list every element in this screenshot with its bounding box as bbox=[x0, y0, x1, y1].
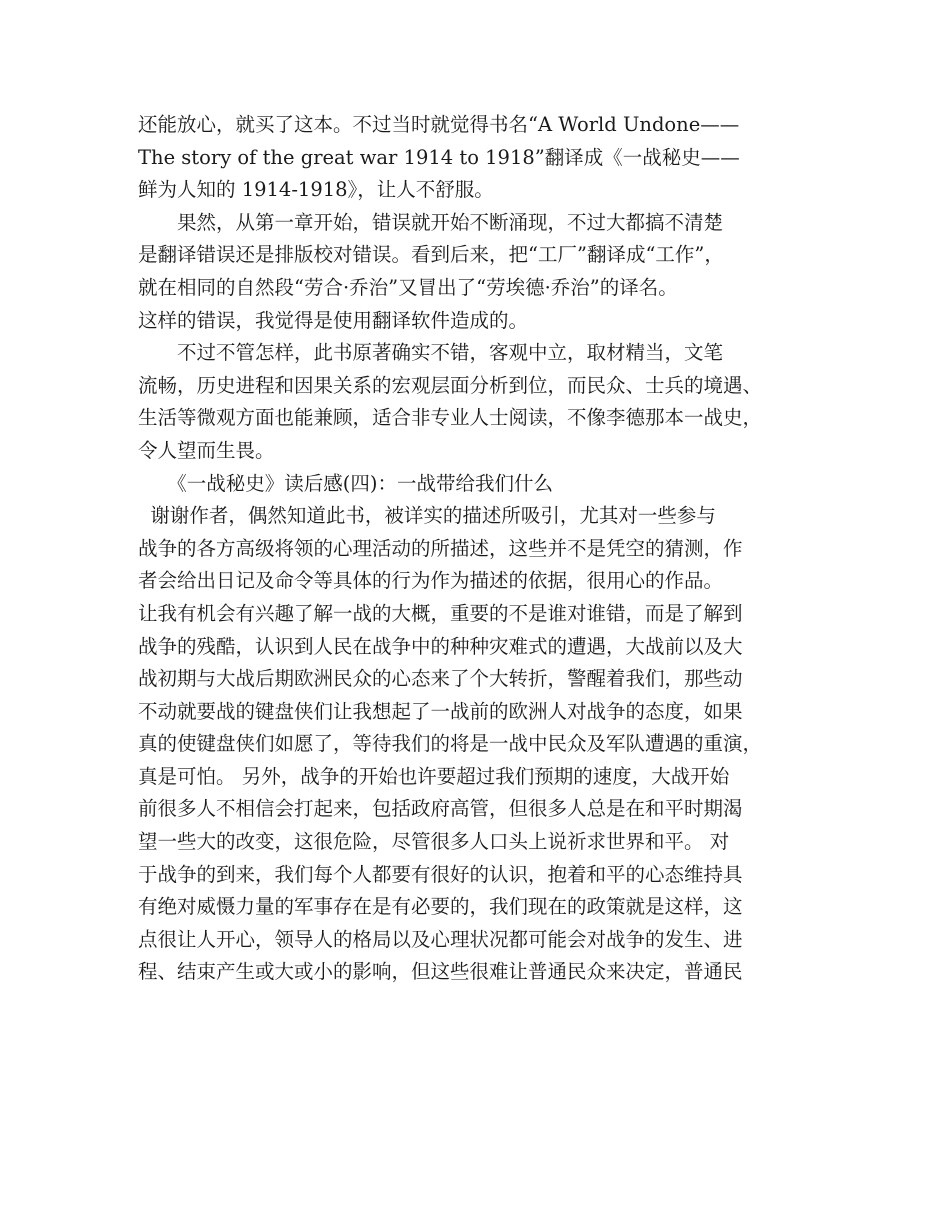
text-line: 有绝对威慑力量的军事存在是有必要的，我们现在的政策就是这样，这 bbox=[138, 895, 743, 919]
text-line: 真是可怕。 另外，战争的开始也许要超过我们预期的速度，大战开始 bbox=[138, 764, 730, 788]
text-line: 程、结束产生或大或小的影响，但这些很难让普通民众来决定，普通民 bbox=[138, 960, 743, 984]
text-line: 让我有机会有兴趣了解一战的大概，重要的不是谁对谁错，而是了解到 bbox=[138, 601, 743, 625]
text-line: 鲜为人知的 1914-1918》，让人不舒服。 bbox=[138, 178, 494, 202]
text-line: 战争的残酷，认识到人民在战争中的种种灾难式的遭遇，大战前以及大 bbox=[138, 634, 743, 658]
text-line: 是翻译错误还是排版校对错误。看到后来，把“工厂”翻译成“工作”， bbox=[138, 243, 724, 267]
text-line: 令人望而生畏。 bbox=[138, 438, 275, 462]
text-line: 战初期与大战后期欧洲民众的心态来了个大转折，警醒着我们，那些动 bbox=[138, 667, 743, 691]
text-line: 点很让人开心，领导人的格局以及心理状况都可能会对战争的发生、进 bbox=[138, 927, 743, 951]
section-heading: 《一战秘史》读后感(四)：一战带给我们什么 bbox=[138, 471, 553, 495]
text-line: 前很多人不相信会打起来，包括政府高管，但很多人总是在和平时期渴 bbox=[138, 797, 743, 821]
text-line: The story of the great war 1914 to 1918”翻译成《一战秘史—— bbox=[138, 145, 740, 169]
text-line: 果然，从第一章开始，错误就开始不断涌现，不过大都搞不清楚 bbox=[138, 210, 724, 234]
text-line: 真的使键盘侠们如愿了，等待我们的将是一战中民众及军队遭遇的重演， bbox=[138, 732, 763, 756]
text-line: 不过不管怎样，此书原著确实不错，客观中立，取材精当，文笔 bbox=[138, 341, 724, 365]
body-text bbox=[138, 109, 838, 989]
text-line: 生活等微观方面也能兼顾，适合非专业人士阅读，不像李德那本一战史， bbox=[138, 406, 763, 430]
text-line: 谢谢作者，偶然知道此书，被详实的描述所吸引，尤其对一些参与 bbox=[138, 504, 716, 528]
text-line: 战争的各方高级将领的心理活动的所描述，这些并不是凭空的猜测，作 bbox=[138, 536, 743, 560]
text-line: 于战争的到来，我们每个人都要有很好的认识，抱着和平的心态维持具 bbox=[138, 862, 743, 886]
text-line: 者会给出日记及命令等具体的行为作为描述的依据，很用心的作品。 bbox=[138, 569, 724, 593]
text-line: 不动就要战的键盘侠们让我想起了一战前的欧洲人对战争的态度，如果 bbox=[138, 699, 743, 723]
text-line: 还能放心，就买了这本。不过当时就觉得书名“A World Undone—— bbox=[138, 113, 740, 136]
text-line: 流畅，历史进程和因果关系的宏观层面分析到位，而民众、士兵的境遇、 bbox=[138, 373, 763, 397]
text-line: 望一些大的改变，这很危险，尽管很多人口头上说祈求世界和平。 对 bbox=[138, 830, 730, 854]
text-line: 这样的错误，我觉得是使用翻译软件造成的。 bbox=[138, 308, 529, 332]
text-line: 就在相同的自然段“劳合·乔治”又冒出了“劳埃德·乔治”的译名。 bbox=[138, 275, 678, 299]
